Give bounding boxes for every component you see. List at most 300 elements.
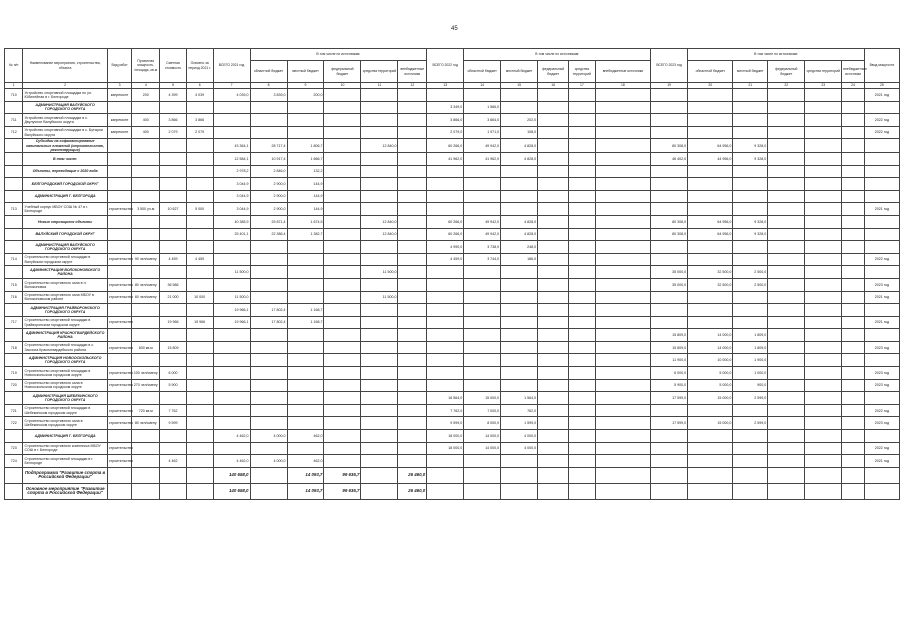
table-cell: 19 966,1 <box>213 304 250 317</box>
table-cell <box>864 190 899 203</box>
table-cell <box>132 467 160 483</box>
table-cell <box>768 203 805 216</box>
table-cell: 15 000,0 <box>464 392 501 405</box>
table-cell <box>568 455 595 468</box>
table-cell <box>132 329 160 342</box>
table-cell <box>361 178 398 191</box>
table-cell <box>733 178 768 191</box>
table-cell <box>595 316 650 329</box>
column-number: 24 <box>842 83 865 89</box>
table-cell <box>842 316 865 329</box>
table-cell <box>361 392 398 405</box>
table-cell <box>250 442 287 455</box>
table-cell <box>250 417 287 430</box>
table-cell: 140 658,0 <box>213 483 250 499</box>
table-cell: 11 900,0 <box>651 354 688 367</box>
table-cell <box>464 278 501 291</box>
table-cell <box>733 165 768 178</box>
table-cell <box>132 442 160 455</box>
table-cell: 2022 год <box>864 126 899 139</box>
column-number: 15 <box>501 83 538 89</box>
table-cell: 144,9 <box>287 190 324 203</box>
table-cell <box>160 241 187 254</box>
table-cell <box>250 354 287 367</box>
table-cell: 9 328,0 <box>733 215 768 228</box>
table-cell: 14 093,7 <box>287 483 324 499</box>
table-cell <box>595 152 650 165</box>
row-name-cell: В том числе: <box>23 152 107 165</box>
row-name-cell: Строительство спортивной площадки в с. Засосна Красногвардейского района <box>23 341 107 354</box>
table-cell <box>464 467 501 483</box>
column-number: 7 <box>213 83 250 89</box>
table-row <box>5 417 900 430</box>
table-cell <box>842 101 865 114</box>
table-cell <box>864 467 899 483</box>
table-cell <box>842 114 865 127</box>
table-cell <box>186 354 213 367</box>
table-cell <box>132 215 160 228</box>
table-cell <box>107 139 132 153</box>
table-cell: 5 000,0 <box>688 379 733 392</box>
table-cell <box>842 430 865 443</box>
table-cell: 10 917,4 <box>250 152 287 165</box>
table-cell <box>568 404 595 417</box>
table-cell <box>501 316 538 329</box>
table-cell: 2022 год <box>864 114 899 127</box>
col-header-name: Наименование мероприятия, строительства, объекта <box>23 49 107 83</box>
table-cell <box>186 367 213 380</box>
table-row <box>5 126 900 139</box>
table-cell <box>160 101 187 114</box>
table-cell <box>568 215 595 228</box>
table-cell <box>160 430 187 443</box>
table-cell <box>287 101 324 114</box>
table-cell <box>842 152 865 165</box>
column-number: 11 <box>361 83 398 89</box>
table-cell <box>213 354 250 367</box>
table-cell <box>213 278 250 291</box>
table-cell <box>250 329 287 342</box>
table-cell: 2 599,0 <box>733 392 768 405</box>
table-cell: 41 962,0 <box>427 152 464 165</box>
table-cell <box>595 467 650 483</box>
table-cell <box>688 304 733 317</box>
table-cell <box>768 253 805 266</box>
table-cell: строительство <box>107 379 132 392</box>
table-cell <box>361 89 398 102</box>
table-cell <box>805 278 842 291</box>
table-cell: 8 000,0 <box>464 417 501 430</box>
col-header-federal-2023: федеральный бюджет <box>768 61 805 83</box>
column-number: 12 <box>398 83 427 89</box>
table-cell <box>864 101 899 114</box>
table-cell <box>842 442 865 455</box>
row-name-cell: Строительство спортивного зала в Новооскольском городском округе <box>23 379 107 392</box>
table-row <box>5 114 900 127</box>
table-cell: строительство <box>107 203 132 216</box>
table-cell <box>595 341 650 354</box>
table-cell <box>132 139 160 153</box>
table-cell <box>213 114 250 127</box>
table-cell <box>398 190 427 203</box>
table-cell <box>595 253 650 266</box>
table-cell: 4 039 <box>186 89 213 102</box>
table-cell: капремонт <box>107 114 132 127</box>
column-number: 1 <box>5 83 23 89</box>
table-cell: 15 000,0 <box>688 392 733 405</box>
table-cell <box>464 379 501 392</box>
table-cell <box>595 215 650 228</box>
table-cell <box>768 114 805 127</box>
table-cell: 6 000,0 <box>651 367 688 380</box>
column-number: 17 <box>568 83 595 89</box>
table-cell: 12 584,1 <box>213 152 250 165</box>
column-number: 21 <box>733 83 768 89</box>
table-cell <box>805 165 842 178</box>
table-cell: 90 чел/смену <box>132 253 160 266</box>
table-cell <box>805 89 842 102</box>
table-row <box>5 455 900 468</box>
row-name-cell: Строительство спортивного зала в п. Волоконовка <box>23 278 107 291</box>
table-cell <box>398 203 427 216</box>
table-cell <box>132 165 160 178</box>
table-cell: 4 828,0 <box>501 215 538 228</box>
section-row <box>5 266 900 279</box>
table-cell <box>324 316 361 329</box>
table-cell <box>398 278 427 291</box>
table-cell <box>160 215 187 228</box>
table-cell <box>186 379 213 392</box>
table-cell <box>805 291 842 304</box>
table-cell: 717 <box>5 316 23 329</box>
table-cell <box>324 329 361 342</box>
table-cell <box>132 354 160 367</box>
table-cell <box>361 241 398 254</box>
row-name-cell: АДМИНИСТРАЦИЯ ВОЛОКОНОВСКОГО РАЙОНА <box>23 266 107 279</box>
table-cell <box>595 354 650 367</box>
table-cell <box>5 266 23 279</box>
table-cell <box>568 266 595 279</box>
table-cell <box>287 126 324 139</box>
table-cell: 35 000,0 <box>651 278 688 291</box>
table-cell <box>186 241 213 254</box>
table-cell: 718 <box>5 341 23 354</box>
table-cell <box>361 354 398 367</box>
table-cell: 1 674,5 <box>287 215 324 228</box>
table-cell <box>361 379 398 392</box>
table-cell <box>805 379 842 392</box>
table-cell <box>464 316 501 329</box>
table-cell: 17 802,4 <box>250 304 287 317</box>
column-number: 10 <box>324 83 361 89</box>
col-header-mastered: Освоено за период 2021 г. <box>186 49 213 83</box>
col-header-regional-2021: областной бюджет <box>250 61 287 83</box>
table-cell <box>501 190 538 203</box>
table-cell <box>651 483 688 499</box>
column-number: 14 <box>464 83 501 89</box>
table-cell <box>398 165 427 178</box>
table-cell <box>538 442 569 455</box>
table-cell <box>768 379 805 392</box>
table-cell <box>595 139 650 153</box>
table-cell <box>805 178 842 191</box>
table-cell <box>538 266 569 279</box>
table-cell: 132,2 <box>287 165 324 178</box>
table-cell: 3 839,0 <box>250 89 287 102</box>
table-cell: 4 828,0 <box>501 228 538 241</box>
table-cell: 2022 год <box>864 404 899 417</box>
table-cell: 3 738,0 <box>464 241 501 254</box>
table-row <box>5 367 900 380</box>
table-cell <box>501 178 538 191</box>
table-cell <box>186 392 213 405</box>
table-cell <box>398 253 427 266</box>
table-cell <box>842 392 865 405</box>
column-number: 2 <box>23 83 107 89</box>
table-cell <box>324 165 361 178</box>
table-cell <box>287 417 324 430</box>
table-cell <box>501 278 538 291</box>
table-cell <box>595 89 650 102</box>
table-cell <box>250 291 287 304</box>
table-cell <box>688 455 733 468</box>
table-cell <box>501 354 538 367</box>
table-cell <box>501 379 538 392</box>
table-cell <box>733 126 768 139</box>
table-cell <box>595 203 650 216</box>
table-cell <box>324 341 361 354</box>
table-cell: капремонт <box>107 126 132 139</box>
column-number: 22 <box>768 83 805 89</box>
table-cell <box>501 467 538 483</box>
table-cell <box>427 178 464 191</box>
table-cell: 80 308,0 <box>651 139 688 153</box>
table-cell <box>568 190 595 203</box>
row-name-cell: Устройство спортивной площадки в с. Двулучное Валуйского округа <box>23 114 107 127</box>
col-header-regional-2022: областной бюджет <box>464 61 501 83</box>
table-cell: 14 000,0 <box>464 430 501 443</box>
table-cell <box>568 304 595 317</box>
table-cell <box>733 316 768 329</box>
row-name-cell: Строительство спортивной площадки в Новооскольском городском округе <box>23 367 107 380</box>
table-cell: 4 000,0 <box>250 430 287 443</box>
table-cell: строительство <box>107 455 132 468</box>
table-cell <box>5 165 23 178</box>
table-cell: 99 636,7 <box>324 483 361 499</box>
table-cell <box>595 165 650 178</box>
table-cell <box>651 304 688 317</box>
table-cell <box>186 190 213 203</box>
table-cell: 1 809,0 <box>733 341 768 354</box>
table-cell: 1 000,0 <box>733 367 768 380</box>
row-name-cell: Основное мероприятие "Развитие спорта в Российской Федерации" <box>23 483 107 499</box>
table-cell <box>213 442 250 455</box>
table-cell <box>688 203 733 216</box>
table-cell <box>398 228 427 241</box>
row-name-cell: Строительство спортивной площадки в Валуйском городском округе <box>23 253 107 266</box>
table-cell: строительство <box>107 278 132 291</box>
table-cell <box>538 126 569 139</box>
table-cell <box>688 430 733 443</box>
row-name-cell: Подпрограмма "Развитие спорта в Российской Федерации" <box>23 467 107 483</box>
col-header-offbudget-2021: внебюджетные источники <box>398 61 427 83</box>
col-header-commissioning: Ввод мощности <box>864 49 899 83</box>
table-cell <box>805 417 842 430</box>
table-cell: 1 382,7 <box>287 228 324 241</box>
table-cell: 36 586 <box>160 278 187 291</box>
column-number: 6 <box>186 83 213 89</box>
table-cell <box>287 329 324 342</box>
table-cell <box>805 430 842 443</box>
table-cell <box>427 304 464 317</box>
col-header-federal-2022: федеральный бюджет <box>538 61 569 83</box>
table-cell <box>5 101 23 114</box>
section-row <box>5 139 900 153</box>
table-cell: 715 <box>5 278 23 291</box>
table-cell: 14 000,0 <box>688 341 733 354</box>
table-cell <box>287 442 324 455</box>
table-cell <box>250 253 287 266</box>
table-cell <box>842 417 865 430</box>
table-cell: 5 900 <box>160 379 187 392</box>
table-cell <box>5 467 23 483</box>
row-name-cell: Строительство спортивной площадки в г. Белгороде <box>23 455 107 468</box>
table-cell <box>213 126 250 139</box>
table-cell <box>361 253 398 266</box>
table-cell <box>250 404 287 417</box>
table-cell <box>464 341 501 354</box>
table-cell: 15 000,0 <box>688 417 733 430</box>
row-name-cell: Субсидии на софинансирование капитальных вложений (строительство, реконструкция) <box>23 139 107 153</box>
table-cell <box>464 304 501 317</box>
table-cell: 3 866 <box>186 114 213 127</box>
table-cell: 99 636,7 <box>324 467 361 483</box>
table-cell <box>651 203 688 216</box>
col-header-territory-2021: средства территорий <box>361 61 398 83</box>
table-cell <box>398 178 427 191</box>
table-cell <box>250 467 287 483</box>
table-cell <box>768 165 805 178</box>
table-cell <box>361 126 398 139</box>
table-cell: 9 328,0 <box>733 139 768 153</box>
table-cell: 1 564,0 <box>501 392 538 405</box>
table-cell: 64 956,0 <box>688 228 733 241</box>
row-name-cell: ВАЛУЙСКИЙ ГОРОДСКОЙ ОКРУГ <box>23 228 107 241</box>
table-cell <box>186 442 213 455</box>
table-cell <box>132 430 160 443</box>
table-cell <box>805 241 842 254</box>
table-cell <box>733 89 768 102</box>
table-cell: 600 кв.м <box>132 341 160 354</box>
table-cell <box>361 165 398 178</box>
table-cell <box>107 178 132 191</box>
table-cell <box>568 101 595 114</box>
table-cell: 4 459 <box>160 253 187 266</box>
table-cell <box>568 89 595 102</box>
table-row <box>5 442 900 455</box>
table-cell <box>324 203 361 216</box>
table-cell <box>501 341 538 354</box>
table-cell <box>688 178 733 191</box>
table-cell <box>107 101 132 114</box>
table-cell <box>864 304 899 317</box>
table-cell <box>842 139 865 153</box>
col-header-territory-2022: средства территорий <box>568 61 595 83</box>
table-cell: 11 500,0 <box>213 291 250 304</box>
table-cell: строительство <box>107 367 132 380</box>
table-cell: 11 500,0 <box>213 266 250 279</box>
table-cell: 712 <box>5 126 23 139</box>
table-cell: 10 627 <box>160 203 187 216</box>
table-cell: 2023 год <box>864 417 899 430</box>
table-cell: 60 266,0 <box>427 215 464 228</box>
table-cell <box>160 329 187 342</box>
table-cell: 49 942,0 <box>464 139 501 153</box>
table-cell <box>538 101 569 114</box>
table-cell: 6 000 <box>160 367 187 380</box>
table-cell: 16 564,0 <box>427 392 464 405</box>
table-cell: 10 000,0 <box>688 354 733 367</box>
table-cell <box>842 215 865 228</box>
table-cell <box>538 152 569 165</box>
table-cell <box>568 278 595 291</box>
table-cell <box>864 152 899 165</box>
table-cell: 17 599,0 <box>651 417 688 430</box>
table-cell: 4 459,0 <box>427 253 464 266</box>
table-cell <box>287 341 324 354</box>
table-cell <box>398 379 427 392</box>
table-cell: 4 462 <box>160 455 187 468</box>
table-cell <box>864 430 899 443</box>
table-cell <box>538 354 569 367</box>
table-cell <box>538 253 569 266</box>
table-cell: 248,0 <box>501 241 538 254</box>
table-cell <box>107 483 132 499</box>
table-cell: 710 <box>5 89 23 102</box>
table-cell: 2021 год <box>864 455 899 468</box>
section-row <box>5 165 900 178</box>
table-cell <box>768 341 805 354</box>
group-header-2023: В том числе по источникам: <box>688 49 865 61</box>
table-cell <box>805 228 842 241</box>
table-cell <box>398 126 427 139</box>
table-cell <box>287 367 324 380</box>
table-cell <box>842 126 865 139</box>
table-cell <box>213 404 250 417</box>
table-cell <box>538 89 569 102</box>
table-cell <box>107 228 132 241</box>
table-cell <box>595 114 650 127</box>
section-row <box>5 178 900 191</box>
table-cell <box>538 278 569 291</box>
table-cell: 5 900,0 <box>651 379 688 392</box>
table-cell <box>538 178 569 191</box>
table-cell <box>733 241 768 254</box>
row-name-cell: Объекты, переходящие с 2020 года <box>23 165 107 178</box>
table-cell <box>568 228 595 241</box>
table-cell <box>651 467 688 483</box>
table-cell <box>568 126 595 139</box>
table-cell <box>398 404 427 417</box>
table-cell <box>768 304 805 317</box>
table-cell <box>107 190 132 203</box>
table-cell: 7 000,0 <box>464 404 501 417</box>
table-cell <box>568 483 595 499</box>
table-cell <box>213 392 250 405</box>
table-cell <box>324 367 361 380</box>
column-number: 20 <box>688 83 733 89</box>
table-cell <box>5 329 23 342</box>
